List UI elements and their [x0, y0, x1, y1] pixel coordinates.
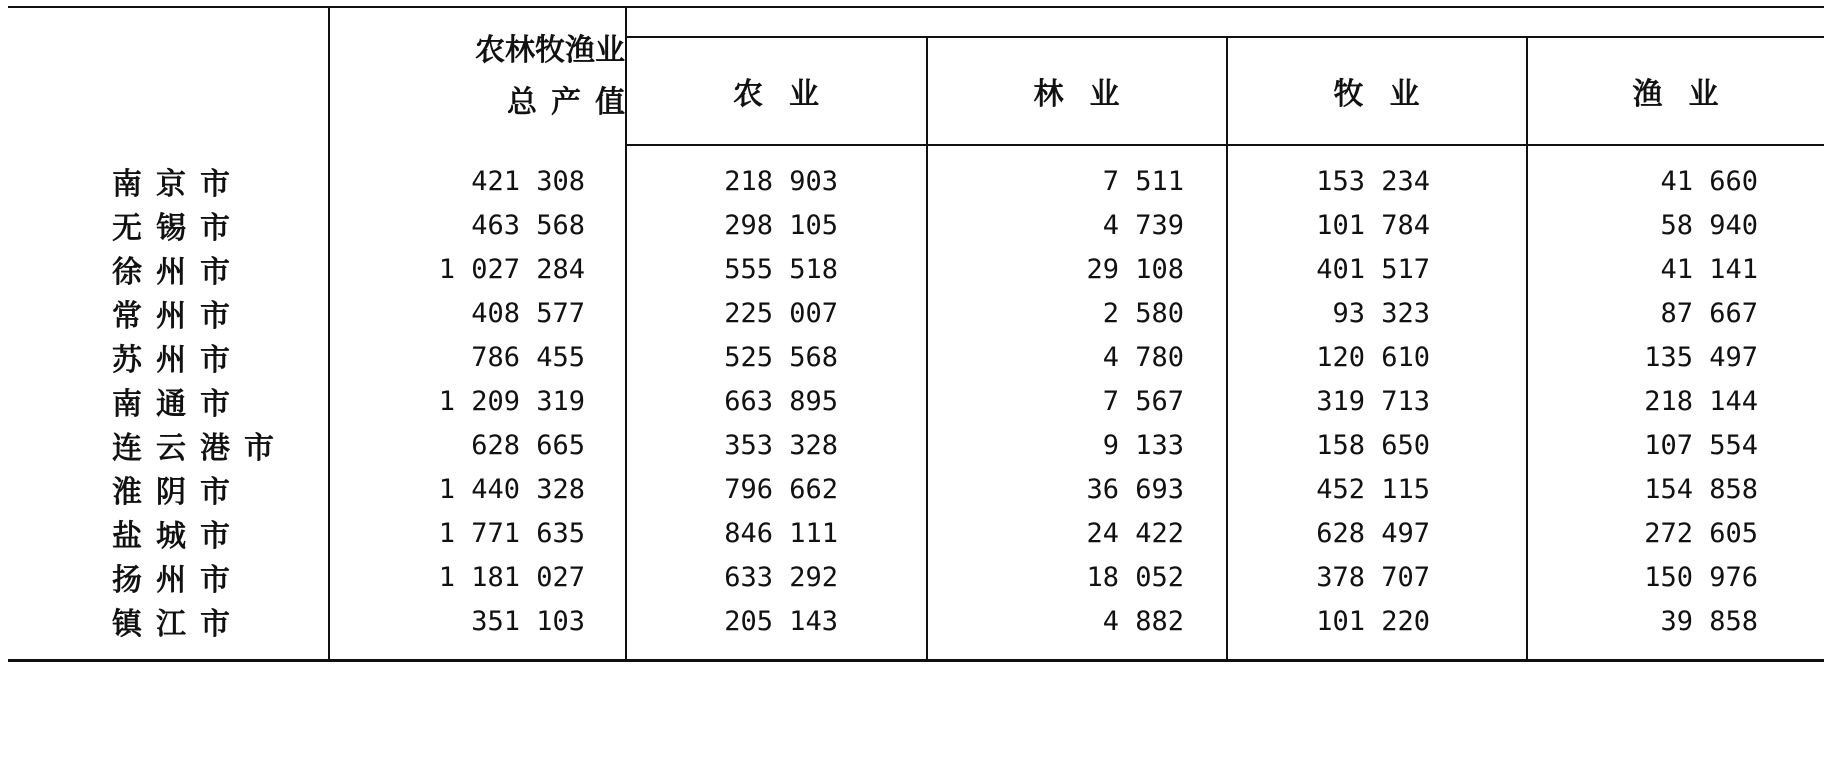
animal-husbandry-cell: 452 115	[1227, 467, 1527, 511]
agriculture-cell: 633 292	[626, 555, 927, 599]
region-name: 苏州市	[8, 335, 329, 379]
total-output-column-header	[329, 7, 639, 145]
region-name: 无锡市	[8, 203, 329, 247]
agriculture-column-header: 农业	[626, 37, 927, 145]
animal-husbandry-cell: 93 323	[1227, 291, 1527, 335]
region-name: 扬州市	[8, 555, 329, 599]
total-output-cell: 351 103	[329, 599, 626, 661]
fishery-cell: 150 976	[1644, 561, 1758, 593]
total-output-cell: 408 577	[329, 291, 626, 335]
table-row	[8, 467, 1824, 511]
table-row	[8, 599, 1824, 661]
total-output-cell: 1 209 319	[329, 379, 626, 423]
total-output-cell: 1 181 027	[329, 555, 626, 599]
animal-husbandry-cell: 401 517	[1227, 247, 1527, 291]
agriculture-cell: 353 328	[626, 423, 927, 467]
total-output-cell: 628 665	[329, 423, 626, 467]
fishery-column-header: 渔业	[1527, 37, 1824, 145]
agriculture-cell: 298 105	[626, 203, 927, 247]
region-name: 连云港市	[8, 423, 329, 467]
animal-husbandry-cell: 158 650	[1227, 423, 1527, 467]
forestry-cell: 18 052	[927, 555, 1227, 599]
total-output-cell: 1 771 635	[329, 511, 626, 555]
fishery-cell: 58 940	[1660, 209, 1758, 241]
table-row	[8, 203, 1824, 247]
animal-husbandry-cell: 319 713	[1227, 379, 1527, 423]
animal-husbandry-cell: 101 784	[1227, 203, 1527, 247]
table-row	[8, 379, 1824, 423]
table-body	[8, 145, 1824, 661]
animal-husbandry-cell: 101 220	[1227, 599, 1527, 661]
agriculture-cell: 555 518	[626, 247, 927, 291]
table-row	[8, 423, 1824, 467]
agriculture-cell: 225 007	[626, 291, 927, 335]
region-column-header	[8, 7, 329, 145]
agriculture-cell: 218 903	[626, 145, 927, 203]
total-output-cell: 1 027 284	[329, 247, 626, 291]
forestry-cell: 24 422	[927, 511, 1227, 555]
region-name: 徐州市	[8, 247, 329, 291]
region-name: 南通市	[8, 379, 329, 423]
table-row	[8, 511, 1824, 555]
forestry-cell: 9 133	[927, 423, 1227, 467]
region-name: 淮阴市	[8, 467, 329, 511]
table-header	[8, 7, 1824, 145]
animal-husbandry-column-header: 牧业	[1227, 37, 1527, 145]
agriculture-cell: 846 111	[626, 511, 927, 555]
fishery-cell: 41 141	[1660, 253, 1758, 285]
forestry-cell: 4 882	[927, 599, 1227, 661]
agriculture-cell: 796 662	[626, 467, 927, 511]
forestry-cell: 29 108	[927, 247, 1227, 291]
fishery-cell: 154 858	[1644, 473, 1758, 505]
table-row	[8, 247, 1824, 291]
fishery-cell: 39 858	[1527, 599, 1824, 661]
table-row	[8, 145, 1824, 203]
region-name: 常州市	[8, 291, 329, 335]
fishery-cell: 107 554	[1644, 429, 1758, 461]
table-row	[8, 291, 1824, 335]
forestry-cell: 2 580	[927, 291, 1227, 335]
agriculture-cell: 525 568	[626, 335, 927, 379]
forestry-column-header: 林业	[927, 37, 1227, 145]
forestry-cell: 7 511	[927, 145, 1227, 203]
forestry-cell: 4 739	[927, 203, 1227, 247]
fishery-cell: 41 660	[1660, 166, 1758, 197]
forestry-cell: 36 693	[927, 467, 1227, 511]
total-output-header-line1: 农林牧渔业	[475, 32, 625, 68]
region-name: 镇江市	[8, 599, 329, 661]
agriculture-cell: 205 143	[626, 599, 927, 661]
fishery-cell: 218 144	[1644, 385, 1758, 417]
forestry-cell: 4 780	[927, 335, 1227, 379]
animal-husbandry-cell: 120 610	[1227, 335, 1527, 379]
animal-husbandry-cell: 378 707	[1227, 555, 1527, 599]
total-output-cell: 786 455	[329, 335, 626, 379]
total-output-cell: 1 440 328	[329, 467, 626, 511]
fishery-cell: 87 667	[1660, 297, 1758, 329]
agriculture-cell: 663 895	[626, 379, 927, 423]
table-row	[8, 335, 1824, 379]
fishery-cell: 272 605	[1644, 517, 1758, 549]
animal-husbandry-cell: 628 497	[1227, 511, 1527, 555]
forestry-cell: 7 567	[927, 379, 1227, 423]
agriculture-output-table	[8, 6, 1824, 662]
total-output-cell: 463 568	[329, 203, 626, 247]
total-output-header-line2: 总产值	[507, 84, 639, 120]
fishery-cell: 135 497	[1644, 341, 1758, 373]
animal-husbandry-cell: 153 234	[1227, 145, 1527, 203]
total-output-cell: 421 308	[329, 145, 626, 203]
table-row	[8, 555, 1824, 599]
header-top-rule	[626, 7, 1824, 37]
region-name: 南京市	[8, 145, 329, 203]
region-name: 盐城市	[8, 511, 329, 555]
